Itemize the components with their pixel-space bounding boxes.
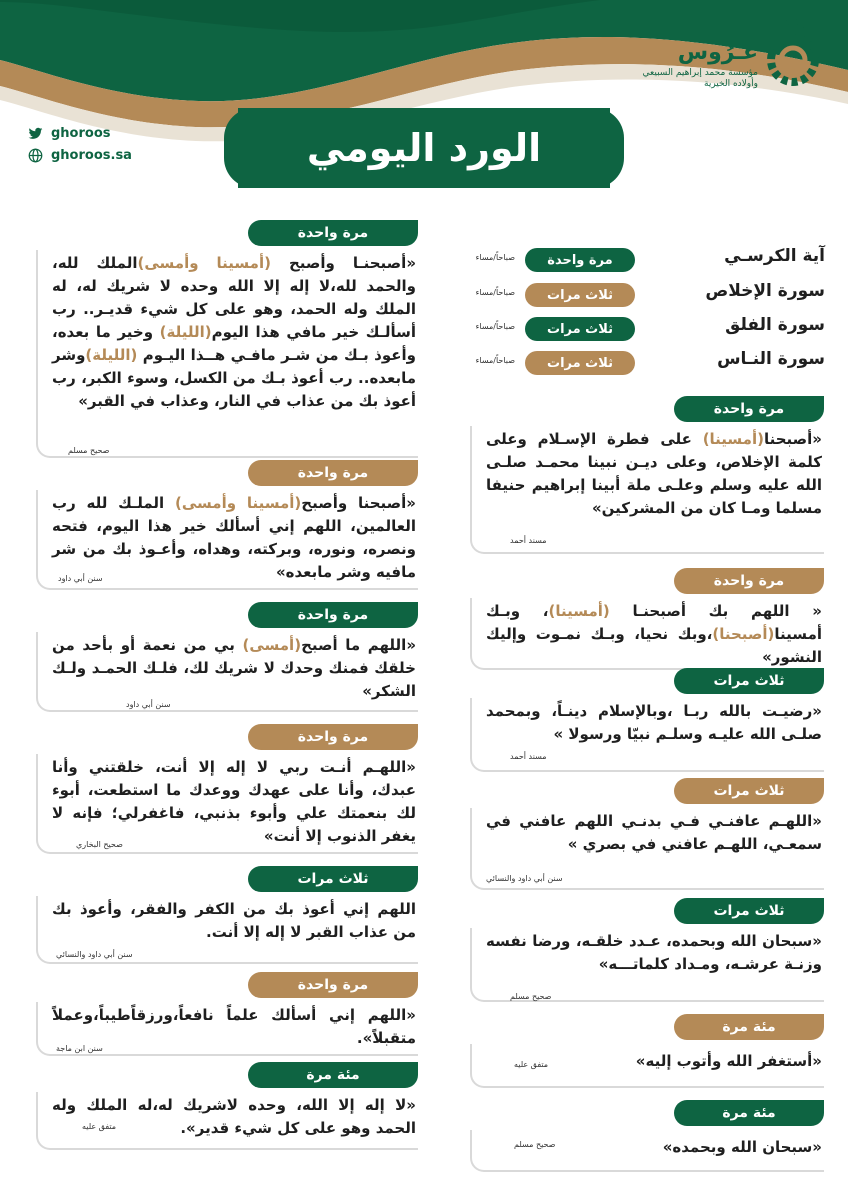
dhikr-card	[36, 220, 418, 460]
surah-name: سورة الإخلاص	[705, 281, 825, 301]
text-part: «أستغفر الله وأتوب إليه»	[635, 1052, 822, 1070]
surah-name: سورة الفلق	[725, 315, 825, 335]
text-part: اللهم إني أعوذ بك من الكفر والفقر، وأعوذ بك من عذاب القبر لا إله إلا أنت.	[52, 900, 416, 941]
text-part: «أصبحنا وأصبح	[301, 494, 416, 512]
text-part: «لا إله إلا الله، وحده لاشريك له،له الملك وله الحمد وهو على كل شيء قدير».	[52, 1096, 416, 1137]
dhikr-card	[470, 396, 824, 556]
social-links	[28, 122, 132, 166]
dhikr-card	[470, 898, 824, 1004]
source-label: صحيح مسلم	[514, 1140, 556, 1149]
brand-block	[632, 18, 822, 98]
text-part: على فطرة الإسـلام وعلى كلمة الإخلاص، وعلى ديـن نبينا محمـد صلـى الله عليه وسلم وعلـى ملة أبينا إبراهيم حنيفا مسلما ومـا كان من المشركين»	[486, 430, 822, 517]
repeat-badge: ثلاث مرات	[525, 317, 635, 341]
dhikr-text	[52, 756, 416, 848]
dhikr-text	[52, 1094, 416, 1140]
text-part: وشر مابعده.. رب أعوذ بـك من الكسل، وسوء الكبر، رب أعوذ بك من عذاب في النار، وعذاب في القبر»	[52, 346, 416, 410]
dhikr-text	[486, 930, 822, 976]
website-url: ghoroos.sa	[51, 147, 132, 163]
source-label: سنن أبي داود والنسائي	[56, 950, 133, 959]
text-part: «اللهم ما أصبح	[301, 636, 417, 654]
page-title-box	[238, 108, 610, 188]
highlight: (أمسينا وأمسى)	[175, 494, 302, 512]
dhikr-card	[470, 1100, 824, 1174]
repeat-badge: ثلاث مرات	[674, 898, 824, 924]
repeat-badge: ثلاث مرات	[525, 351, 635, 375]
highlight: (أمسينا)	[702, 430, 764, 448]
twitter-icon	[28, 126, 43, 141]
highlight: (الليلة)	[85, 346, 138, 364]
dhikr-card	[36, 972, 418, 1058]
highlight: (أصبحنا)	[712, 625, 775, 643]
time-label: صباحاً/مساء	[475, 253, 515, 262]
source-label: سنن أبي داود والنسائي	[486, 874, 563, 883]
repeat-badge: ثلاث مرات	[525, 283, 635, 307]
page-title: الورد اليومي	[306, 126, 542, 170]
twitter-handle: ghoroos	[51, 125, 111, 141]
twitter-link[interactable]	[28, 122, 132, 144]
dhikr-card	[36, 460, 418, 592]
repeat-badge: مرة واحدة	[674, 568, 824, 594]
time-label: صباحاً/مساء	[475, 288, 515, 297]
source-label: سنن ابن ماجة	[56, 1044, 103, 1053]
repeat-badge: ثلاث مرات	[248, 866, 418, 892]
highlight: (الليلة)	[159, 323, 212, 341]
text-part: الملـك لله رب العالمين، اللهم إني أسألك خير هذا اليوم، فتحه ونصره، ونوره، وبركته، وهداه، وأعـوذ بك من شر مافيه وشر مابعده»	[52, 494, 416, 581]
dhikr-text	[52, 634, 416, 703]
source-label: سنن أبي داود	[126, 700, 171, 709]
time-label: صباحاً/مساء	[475, 356, 515, 365]
dhikr-card	[470, 668, 824, 774]
text-part: «اللهـم عافنـي فـي بدنـي اللهم عافني في سمعـي، اللهـم عافني في بصري »	[486, 812, 822, 853]
text-part: «أصبحنا	[763, 430, 822, 448]
repeat-badge: مرة واحدة	[674, 396, 824, 422]
text-part: «سبحان الله وبحمده»	[662, 1138, 822, 1156]
text-part: ، وبـك أمسينا	[486, 602, 822, 643]
dhikr-text	[486, 428, 822, 520]
source-label: صحيح مسلم	[510, 992, 552, 1001]
highlight: (أمسينا وأمسى)	[137, 254, 271, 272]
source-label: متفق عليه	[82, 1122, 117, 1131]
dhikr-text	[52, 492, 416, 584]
repeat-badge: مئة مرة	[248, 1062, 418, 1088]
repeat-badge: مرة واحدة	[248, 460, 418, 486]
time-label: صباحاً/مساء	[475, 322, 515, 331]
dhikr-text	[52, 252, 416, 413]
repeat-badge: مئة مرة	[674, 1100, 824, 1126]
surah-row	[425, 281, 825, 309]
repeat-badge: ثلاث مرات	[674, 668, 824, 694]
dhikr-text	[52, 1004, 416, 1050]
dhikr-text	[52, 898, 416, 944]
brand-name: غـرُوس	[677, 40, 758, 65]
dhikr-text	[486, 700, 822, 746]
highlight: (أمسينا)	[548, 602, 610, 620]
text-part: «اللهـم أنـت ربي لا إله إلا أنت، خلقتني وأنا عبدك، وأنا على عهدك ووعدك ما استطعت، أبوء لك بنعمتك علي وأبوء بذنبي، فاغفرلي؛ فإنه لا يغفر الذنوب إلا أنت»	[52, 758, 416, 845]
source-label: مسند أحمد	[510, 752, 547, 761]
repeat-badge: مئة مرة	[674, 1014, 824, 1040]
dhikr-card	[36, 866, 418, 966]
text-part: ،وبك نحيا، وبـك نمـوت وإليك النشور»	[486, 625, 822, 666]
text-part: «رضيـت بالله ربـا ،وبالإسلام دينـاً، وبمحمد صلـى الله عليـه وسلـم نبيّا ورسولا »	[486, 702, 822, 743]
website-link[interactable]	[28, 144, 132, 166]
brand-logo-icon	[764, 18, 822, 96]
globe-icon	[28, 148, 43, 163]
surah-name: آية الكرسـي	[724, 246, 825, 266]
dhikr-card	[36, 1062, 418, 1152]
surah-row	[425, 349, 825, 377]
dhikr-card	[36, 602, 418, 714]
repeat-badge: مرة واحدة	[248, 220, 418, 246]
text-part: «أصبحنـا وأصبح	[270, 254, 417, 272]
surah-name: سورة النـاس	[717, 349, 825, 369]
repeat-badge: ثلاث مرات	[674, 778, 824, 804]
dhikr-card	[470, 778, 824, 892]
surah-row	[425, 246, 825, 274]
repeat-badge: مرة واحدة	[525, 248, 635, 272]
text-part: «اللهم إني أسألك علماً نافعاً،ورزقاًطيباً،وعملاً متقبلاً».	[52, 1006, 416, 1047]
repeat-badge: مرة واحدة	[248, 602, 418, 628]
text-part: «سبحان الله وبحمده، عـدد خلقـه، ورضا نفسه وزنـة عرشـه، ومـداد كلماتـــه»	[486, 932, 822, 973]
text-part: بي من نعمة أو بأحد من خلقك فمنك وحدك لا شريك لك، فلـك الحمـد ولـك الشكر»	[52, 636, 416, 700]
highlight: (أمسى)	[242, 636, 302, 654]
surah-row	[425, 315, 825, 343]
text-part: وخير ما بعده، وأعوذ بـك من شـر مافـي هــذا اليـوم	[52, 323, 416, 364]
dhikr-card	[470, 1014, 824, 1090]
source-label: متفق عليه	[514, 1060, 549, 1069]
brand-subtitle: مؤسسة محمد إبراهيم السبيعي وأولاده الخيرية	[642, 68, 758, 89]
source-label: مسند أحمد	[510, 536, 547, 545]
repeat-badge: مرة واحدة	[248, 972, 418, 998]
text-part: « اللهم بك أصبحنـا	[609, 602, 822, 620]
source-label: صحيح مسلم	[68, 446, 110, 455]
source-label: صحيح البخاري	[76, 840, 123, 849]
dhikr-card	[470, 568, 824, 672]
dhikr-text	[486, 810, 822, 856]
repeat-badge: مرة واحدة	[248, 724, 418, 750]
dhikr-text	[486, 600, 822, 669]
source-label: سنن أبي داود	[58, 574, 103, 583]
dhikr-card	[36, 724, 418, 856]
text-part: الملك لله، والحمد لله،لا إله إلا الله وحده لا شريك له، له الملك وله الحمد، وهو على كل شيء قديـر.. رب أسألـك خير مافي هذا اليوم	[52, 254, 417, 341]
